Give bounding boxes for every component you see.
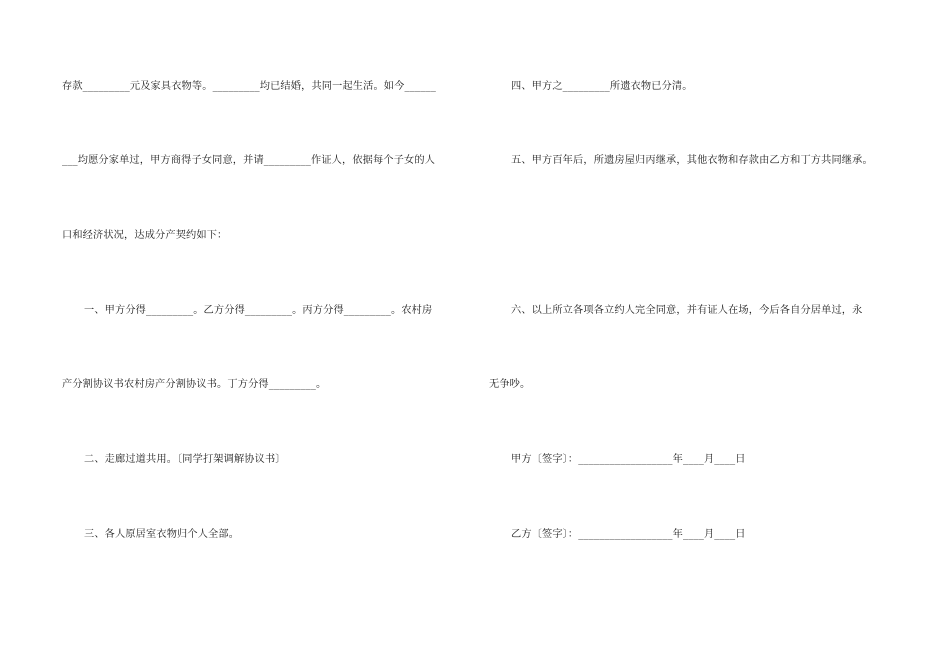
- clause-1-line-2: 产分割协议书农村房产分割协议书。丁方分得_________。: [62, 379, 327, 390]
- clause-5: 五、甲方百年后，所遗房屋归丙继承，其他衣物和存款由乙方和丁方共同继承。: [511, 155, 873, 166]
- clause-4: 四、甲方之_________所遗衣物已分清。: [511, 81, 693, 92]
- text-line-savings: 存款_________元及家具衣物等。_________均已结婚，共同一起生活。如今______: [62, 81, 436, 92]
- clause-3: 三、各人原居室衣物归个人全部。: [84, 529, 240, 540]
- right-column: [489, 0, 909, 672]
- signature-party-b: 乙方〔签字〕：__________________年____月____日: [511, 529, 746, 540]
- clause-2: 二、走廊过道共用。〔同学打架调解协议书〕: [84, 454, 286, 465]
- text-line-agreement-intro: 口和经济状况，达成分产契约如下：: [62, 230, 228, 241]
- clause-6-line-1: 六、以上所立各项各立约人完全同意，并有证人在场，今后各自分居单过，永: [511, 305, 863, 316]
- left-column: [62, 0, 477, 672]
- clause-6-line-2: 无争吵。: [489, 379, 531, 390]
- text-line-separation: ___均愿分家单过，甲方商得子女同意，并请_________作证人，依据每个子女的人: [62, 155, 436, 166]
- clause-1-line-1: 一、甲方分得_________。乙方分得_________。丙方分得_________。农村房: [84, 305, 433, 316]
- signature-party-a: 甲方〔签字〕：__________________年____月____日: [511, 454, 746, 465]
